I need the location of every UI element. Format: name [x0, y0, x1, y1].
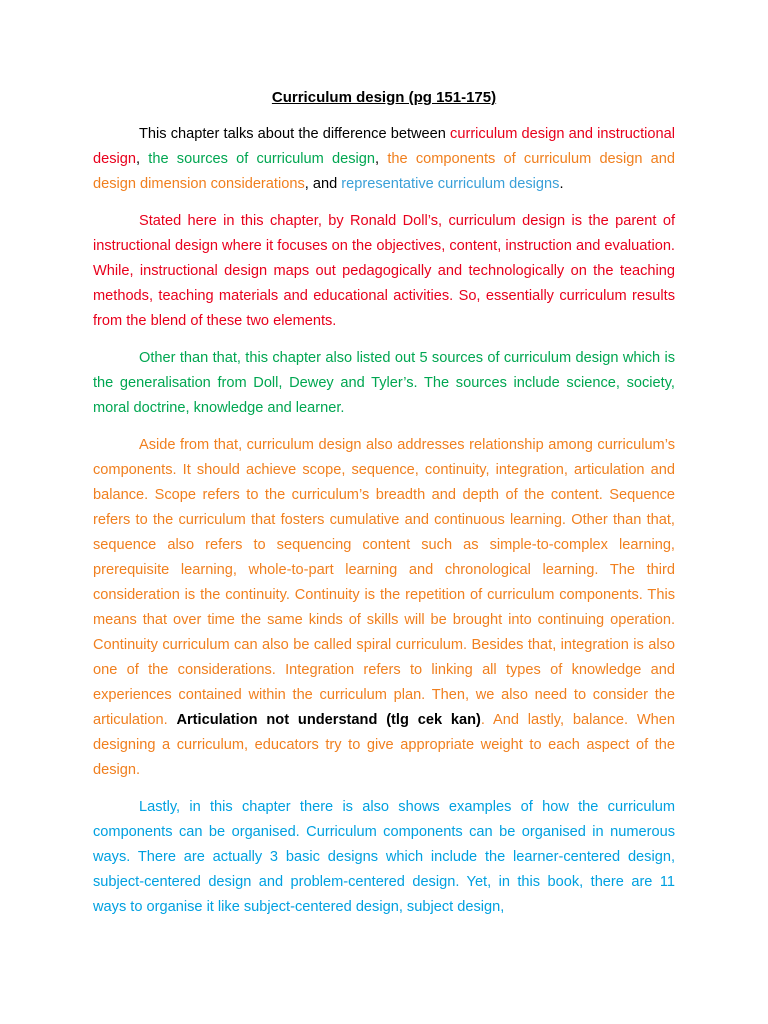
components-text-2: . And lastly, balance. When designing a curriculum, educators try to give appropriate weight to each aspect of the design.	[93, 712, 675, 778]
intro-text-1: This chapter talks about the difference between	[139, 126, 451, 142]
paragraph-components	[93, 433, 675, 783]
components-text-1: Aside from that, curriculum design also addresses relationship among curriculum’s components. It should achieve scope, sequence, continuity, integration, articulation and balance. Scope refers to the curriculum’s breadth and depth of the content. Sequence refers to the curriculum that fosters cumulative and continuous learning. Other than that, sequence also refers to sequencing content such as simple-to-complex learning, prerequisite learning, whole-to-part learning and chronological learning. The third consideration is the continuity. Continuity is the repetition of curriculum components. This means that over time the same kinds of skills will be brought into continuing operation. Continuity curriculum can also be called spiral curriculum. Besides that, integration is also one of the considerations. Integration refers to linking all types of knowledge and experiences contained within the curriculum plan. Then, we also need to consider the articulation.	[93, 437, 675, 728]
intro-highlight-curriculum-vs-instructional: curriculum design and instructional design	[93, 126, 675, 167]
paragraph-intro	[93, 122, 675, 197]
paragraph-organisation: Lastly, in this chapter there is also shows examples of how the curriculum components can be organised. Curriculum components can be organised in numerous ways. There are actually 3 basic designs which include the learner-centered design, subject-centered design and problem-centered design. Yet, in this book, there are 11 ways to organise it like subject-centered design, subject design,	[93, 799, 675, 915]
intro-highlight-components: the components of curriculum design and design dimension considerations	[93, 151, 676, 192]
document-title: Curriculum design (pg 151-175)	[271, 89, 497, 106]
intro-text-5: .	[559, 176, 564, 192]
paragraph-sources: Other than that, this chapter also listed out 5 sources of curriculum design which is the generalisation from Doll, Dewey and Tyler’s. The sources include science, society, moral doctrine, knowledge and learner.	[93, 350, 675, 416]
intro-text-3: ,	[375, 151, 388, 167]
components-note-bold: Articulation not understand (tlg cek kan)	[176, 712, 481, 728]
intro-text-2: ,	[136, 151, 149, 167]
intro-text-4: , and	[304, 176, 342, 192]
intro-highlight-representative-designs: representative curriculum designs	[341, 176, 560, 192]
intro-highlight-sources: the sources of curriculum design	[148, 151, 376, 167]
paragraph-design-parent: Stated here in this chapter, by Ronald Doll’s, curriculum design is the parent of instructional design where it focuses on the objectives, content, instruction and evaluation. While, instructional design maps out pedagogically and technologically on the teaching methods, teaching materials and educational activities. So, essentially curriculum results from the blend of these two elements.	[93, 213, 675, 329]
document-page	[93, 78, 675, 932]
